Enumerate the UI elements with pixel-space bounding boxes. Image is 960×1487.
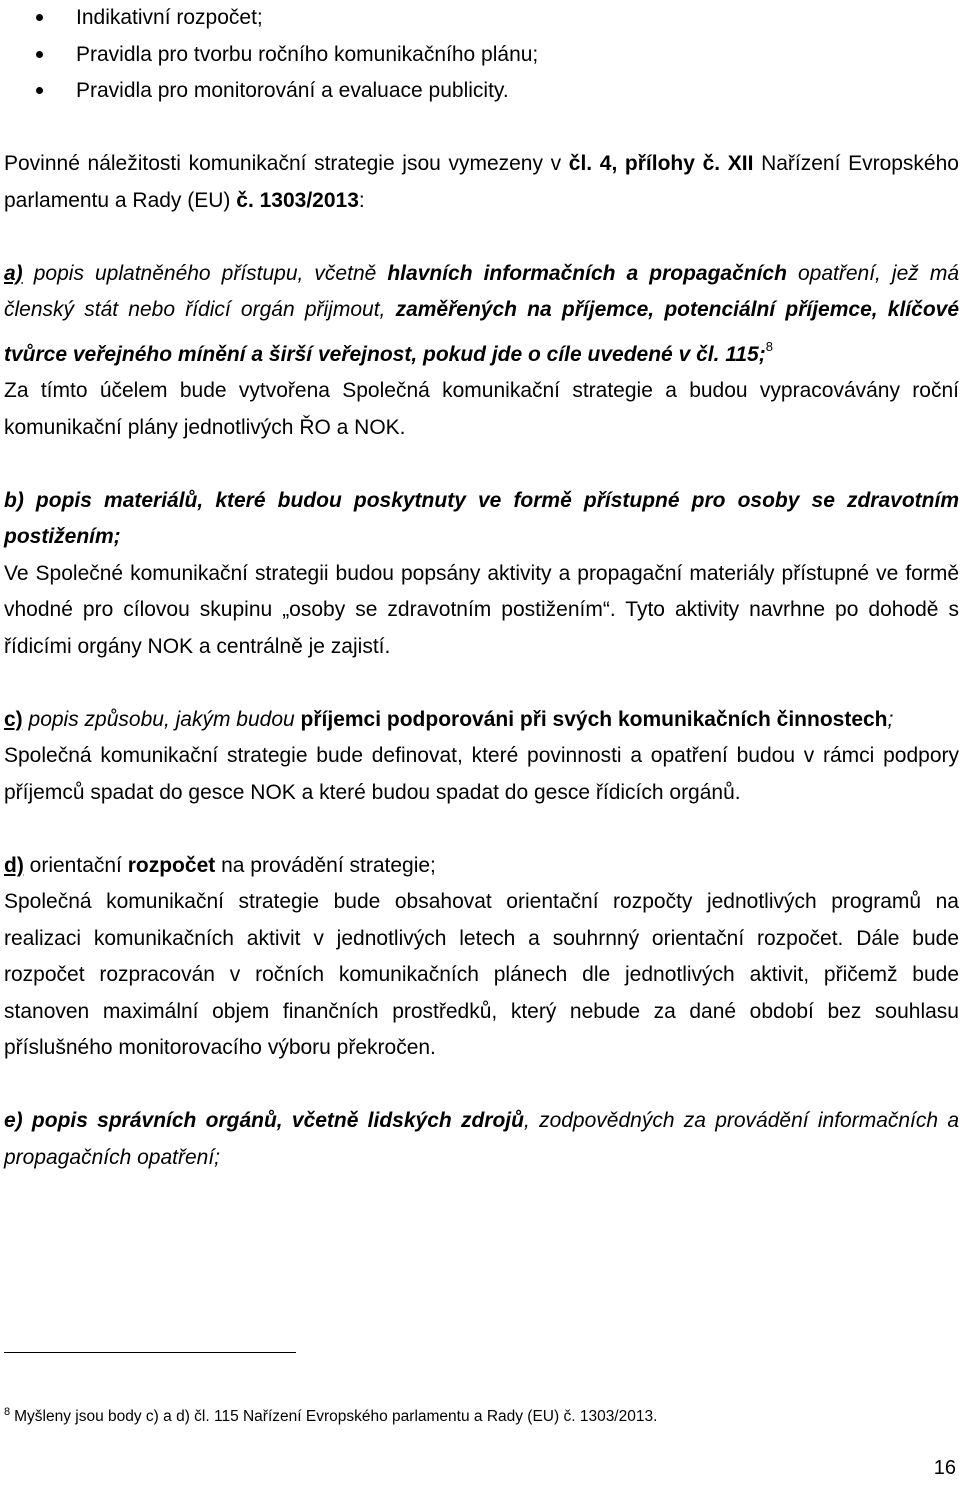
section-c-body: Společná komunikační strategie bude definovat, které povinnosti a opatření budou v rámci podpory příjemců spadat do gesce NOK a které budou spadat do gesce řídicích orgánů. (4, 744, 959, 804)
section-b-body: Ve Společné komunikační strategii budou popsány aktivity a propagační materiály přístupné ve formě vhodné pro cílovou skupinu „osoby se zdravotním postižením“. Tyto aktivity navrhne po dohodě s řídicími orgány NOK a centrálně je zajistí. (4, 561, 959, 658)
section-d-body: Společná komunikační strategie bude obsahovat orientační rozpočty jednotlivých programů na realizaci komunikačních aktivit v jednotlivých letech a souhrnný orientační rozpočet. Dále bude rozpočet rozpracován v ročních komunikačních plánech dle jednotlivých aktivit, přičemž bude stanoven maximální objem finančních prostředků, který nebude za dané období bez souhlasu příslušného monitorovacího výboru překročen. (4, 890, 959, 1059)
section-e-heading: e) popis správních orgánů, včetně lidských zdrojů, zodpovědných za provádění informačních a propagačních opatření; (4, 1109, 960, 1169)
list-item: Indikativní rozpočet; (4, 0, 959, 37)
list-item: Pravidla pro monitorování a evaluace publicity. (4, 73, 959, 110)
footnote-reference: 8 (765, 338, 773, 354)
section-b-heading: b) popis materiálů, které budou poskytnuty ve formě přístupné pro osoby se zdravotním postižením; (4, 488, 959, 548)
section-d-heading: d) orientační rozpočet na provádění strategie; (4, 853, 436, 877)
footnote: $^8$ Myšleny jsou body c) a d) čl. 115 Nařízení Evropského parlamentu a Rady (EU) č. 1303/2013. (4, 1406, 658, 1425)
footnote-separator (4, 1352, 296, 1353)
section-a-heading: a) popis uplatněného přístupu, včetně hlavních informačních a propagačních opatření, jež má členský stát nebo řídicí orgán přijmout, zaměřených na příjemce, potenciální příjemce, klíčové tvůrce veřejného mínění a širší veřejnost, pokud jde o cíle uvedené v čl. 115;$^8$ (4, 261, 960, 366)
bullet-icon (36, 51, 43, 58)
page-number: 16 (933, 1457, 956, 1479)
intro-paragraph: Povinné náležitosti komunikační strategie jsou vymezeny v čl. 4, přílohy č. XII Nařízení Evropského parlamentu a Rady (EU) č. 1303/2013: (4, 152, 959, 212)
bullet-icon (36, 14, 43, 21)
page-content (4, 0, 959, 1176)
bullet-list (4, 0, 959, 110)
section-a-body: Za tímto účelem bude vytvořena Společná komunikační strategie a budou vypracovávány roční komunikační plány jednotlivých ŘO a NOK. (4, 379, 959, 439)
section-c-heading: c) popis způsobu, jakým budou příjemci podporováni při svých komunikačních činnostech; (4, 707, 894, 731)
bullet-icon (36, 87, 43, 94)
list-item: Pravidla pro tvorbu ročního komunikačního plánu; (4, 37, 959, 74)
